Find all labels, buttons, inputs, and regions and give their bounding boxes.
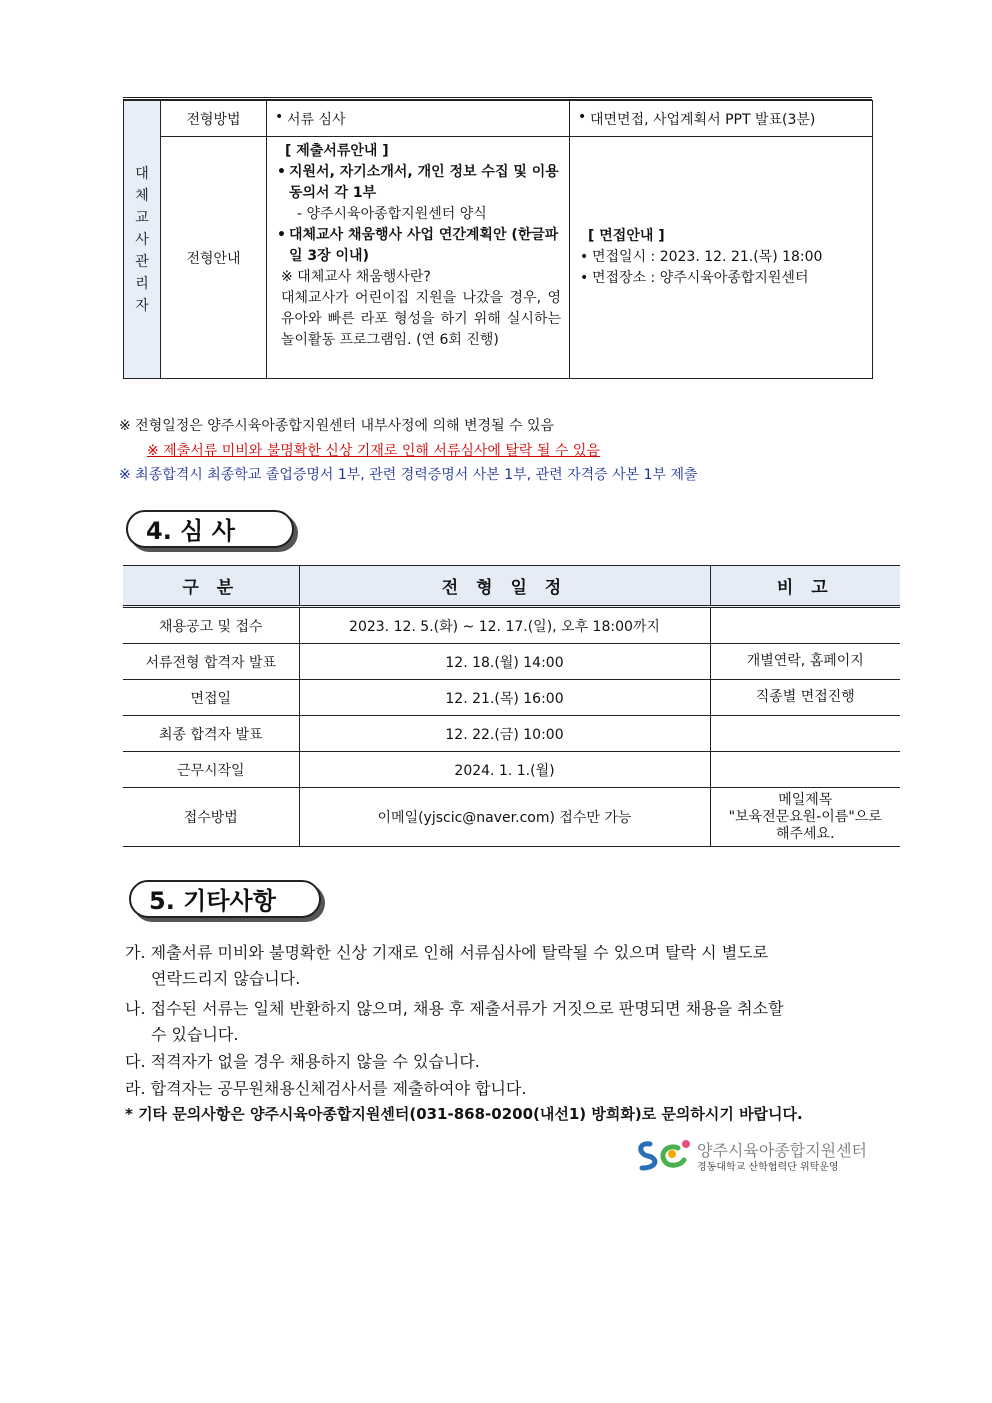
item-da: 다. 적격자가 없을 경우 채용하지 않을 수 있습니다. [125, 1052, 480, 1071]
item-contact: * 기타 문의사항은 양주시육아종합지원센터(031-868-0200(내선1) 방희화)로 문의하시기 바랍니다. [125, 1105, 803, 1123]
item-na-line1: 나. 접수된 서류는 일체 반환하지 않으며, 채용 후 제출서류가 거짓으로 판명되면 채용을 취소할 [125, 999, 784, 1018]
interview-date: • 면접일시 : 2023. 12. 21.(목) 18:00 [578, 247, 864, 268]
item-ra: 라. 합격자는 공무원채용신체검사서를 제출하여야 합니다. [125, 1079, 527, 1098]
submission-note: 메일제목 "보육전문요원-이름"으로 해주세요. [710, 788, 900, 847]
interview-header: [ 면접안내 ] [588, 228, 665, 244]
method-document: • 서류 심사 [267, 101, 570, 137]
docs-header: [ 제출서류안내 ] [285, 143, 389, 159]
item-ga-line2: 연락드리지 않습니다. [151, 969, 301, 988]
section4-title: 4. 심 사 [126, 510, 294, 548]
header-category: 구 분 [123, 566, 299, 607]
item-na-line2: 수 있습니다. [151, 1025, 239, 1044]
header-remarks: 비 고 [710, 566, 900, 607]
screening-table [123, 100, 873, 379]
schedule-table [123, 565, 900, 847]
section5-title: 5. 기타사항 [129, 880, 321, 918]
docs-note-title: ※ 대체교사 채움행사란? [281, 269, 431, 285]
table-row: 채용공고 및 접수 2023. 12. 5.(화) ~ 12. 17.(일), 오후 18:00까지 [123, 607, 900, 644]
table-row: 접수방법 이메일(yjscic@naver.com) 접수만 가능 메일제목 "보육전문요원-이름"으로 해주세요. [123, 788, 900, 847]
item-ga-line1: 가. 제출서류 미비와 불명확한 신상 기재로 인해 서류심사에 탈락될 수 있으며 탈락 시 별도로 [125, 943, 769, 962]
center-logo-name: 양주시육아종합지원센터 [697, 1141, 868, 1160]
center-logo-sub: 경동대학교 산학협력단 위탁운영 [697, 1162, 839, 1173]
header-schedule: 전 형 일 정 [299, 566, 710, 607]
method-interview: • 대면면접, 사업계획서 PPT 발표(3분) [570, 101, 873, 137]
docs-item1-sub: - 양주시육아종합지원센터 양식 [297, 206, 487, 222]
table-row: 면접일 12. 21.(목) 16:00 직종별 면접진행 [123, 680, 900, 716]
interview-place: • 면접장소 : 양주시육아종합지원센터 [578, 268, 864, 289]
note-1: ※ 전형일정은 양주시육아종합지원센터 내부사정에 의해 변경될 수 있음 [119, 418, 555, 434]
docs-guide [267, 137, 570, 379]
row-label-guide: 전형안내 [161, 137, 267, 379]
docs-note-body: 대체교사가 어린이집 지원을 나갔을 경우, 영유아와 빠른 라포 형성을 하기 위해 실시하는 놀이활동 프로그램임. (연 6회 진행) [281, 290, 561, 348]
interview-guide [570, 137, 873, 379]
table-row: 근무시작일 2024. 1. 1.(월) [123, 752, 900, 788]
row-label-method: 전형방법 [161, 101, 267, 137]
docs-item1: • 지원서, 자기소개서, 개인 정보 수집 및 이용 동의서 각 1부 [275, 162, 561, 204]
note-2: ※ 제출서류 미비와 불명확한 신상 기재로 인해 서류심사에 탈락 될 수 있음 [147, 443, 600, 459]
side-label: 대체교사관리자 [124, 101, 161, 379]
note-3: ※ 최종합격시 최종학교 졸업증명서 1부, 관련 경력증명서 사본 1부, 관련 자격증 사본 1부 제출 [119, 467, 698, 483]
table-row: 최종 합격자 발표 12. 22.(금) 10:00 [123, 716, 900, 752]
table-row: 서류전형 합격자 발표 12. 18.(월) 14:00 개별연락, 홈페이지 [123, 644, 900, 680]
center-logo-icon [636, 1136, 694, 1172]
docs-item2: • 대체교사 채움행사 사업 연간계획안 (한글파일 3장 이내) [275, 225, 561, 267]
